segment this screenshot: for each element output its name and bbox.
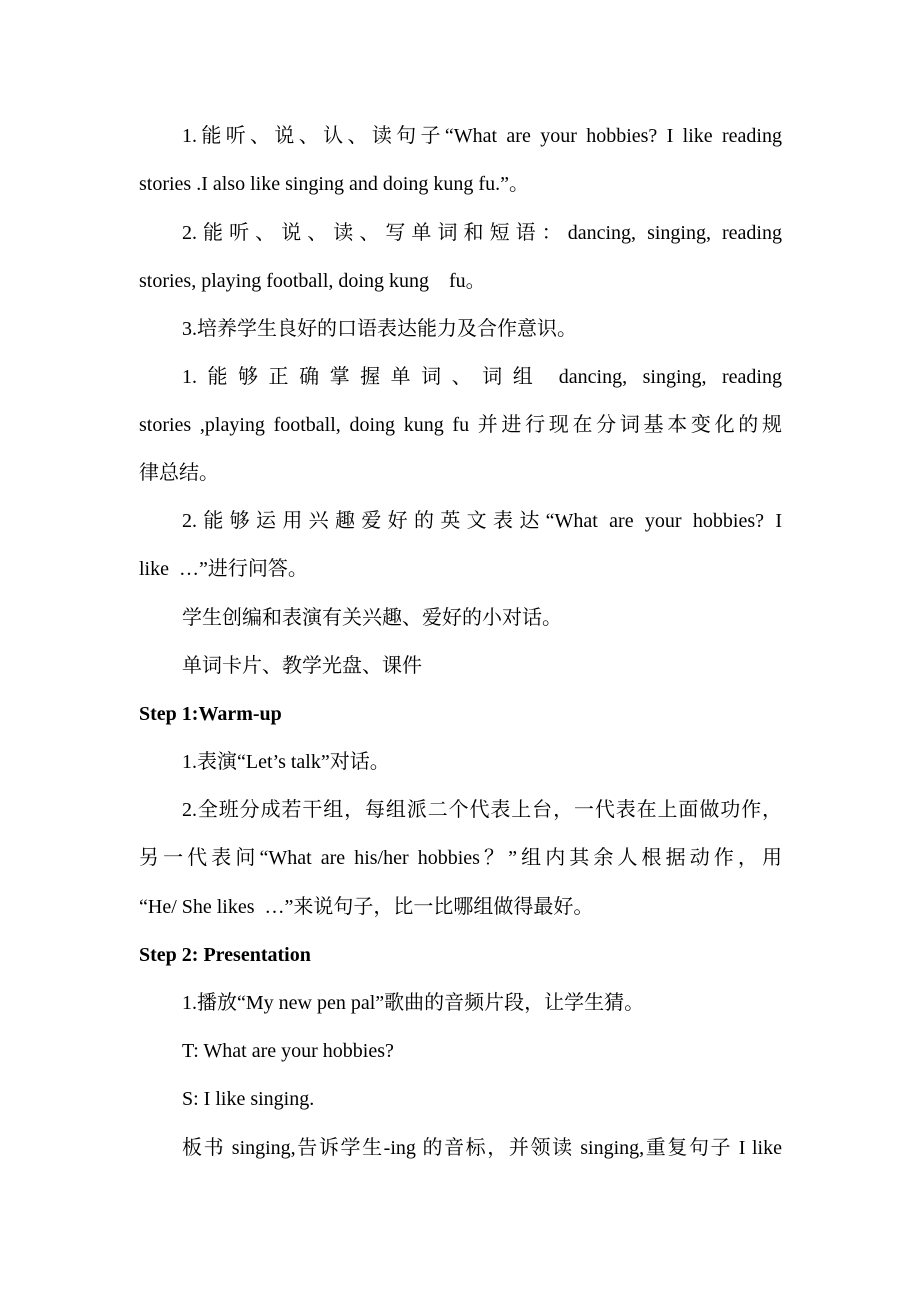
objective-3: 3.培养学生良好的口语表达能力及合作意识。 [182, 318, 577, 340]
key-point-1-line-3: 律总结。 [139, 462, 219, 484]
step-1-item-2-line-1: 2.全班分成若干组，每组派二个代表上台，一代表在上面做功作， [182, 799, 782, 821]
objective-1-line-1: 1.能听、说、认、读句子“What are your hobbies? I like reading [182, 125, 782, 147]
objective-1-line-2: stories .I also like singing and doing kung fu.”。 [139, 173, 529, 195]
teaching-aids: 单词卡片、教学光盘、课件 [182, 655, 422, 677]
step-2-heading: Step 2: Presentation [139, 944, 311, 966]
objective-2-line-1: 2.能听、说、读、写单词和短语：dancing, singing, reading [182, 222, 782, 244]
difficult-point: 学生创编和表演有关兴趣、爱好的小对话。 [182, 607, 562, 629]
step-1-item-2-line-3: “He/ She likes …”来说句子，比一比哪组做得最好。 [139, 896, 594, 918]
step-1-heading: Step 1:Warm-up [139, 703, 282, 725]
dialogue-teacher: T: What are your hobbies? [182, 1040, 394, 1062]
key-point-2-line-2: like …”进行问答。 [139, 558, 308, 580]
board-writing-note: 板书 singing,告诉学生-ing 的音标，并领读 singing,重复句子 I like [182, 1137, 782, 1159]
key-point-2-line-1: 2.能够运用兴趣爱好的英文表达“What are your hobbies? I [182, 510, 782, 532]
dialogue-student: S: I like singing. [182, 1088, 315, 1110]
step-1-item-2-line-2: 另一代表问“What are his/her hobbies？”组内其余人根据动作，用 [139, 847, 782, 869]
step-1-item-1: 1.表演“Let’s talk”对话。 [182, 751, 390, 773]
key-point-1-line-1: 1.能够正确掌握单词、词组 dancing, singing, reading [182, 366, 782, 388]
key-point-1-line-2: stories ,playing football, doing kung fu 并进行现在分词基本变化的规 [139, 414, 782, 436]
objective-2-line-2: stories, playing football, doing kung fu。 [139, 270, 486, 292]
step-2-item-1: 1.播放“My new pen pal”歌曲的音频片段，让学生猜。 [182, 992, 645, 1014]
